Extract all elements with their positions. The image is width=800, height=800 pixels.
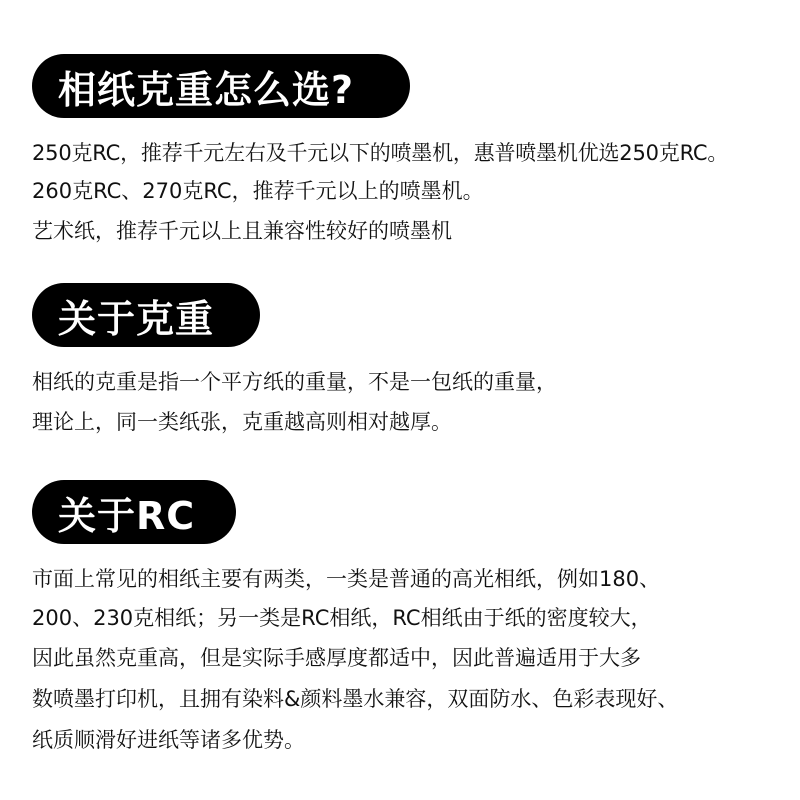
text-line: 纸质顺滑好进纸等诸多优势。 (32, 728, 305, 752)
text-line: 260克RC、270克RC，推荐千元以上的喷墨机。 (32, 179, 484, 203)
heading-text: 关于RC (58, 493, 196, 538)
text-line: 250克RC，推荐千元左右及千元以下的喷墨机，惠普喷墨机优选250克RC。 (32, 141, 729, 165)
text-line: 数喷墨打印机，且拥有染料&颜料墨水兼容，双面防水、色彩表现好、 (32, 687, 679, 711)
text-line: 因此虽然克重高，但是实际手感厚度都适中，因此普遍适用于大多 (32, 646, 641, 670)
text-line: 理论上，同一类纸张，克重越高则相对越厚。 (32, 410, 452, 434)
heading-paper-weight-choice (32, 54, 410, 118)
text-line: 艺术纸，推荐千元以上且兼容性较好的喷墨机 (32, 219, 452, 243)
text-line: 市面上常见的相纸主要有两类，一类是普通的高光相纸，例如180、 (32, 567, 661, 591)
heading-text: 关于克重 (58, 296, 215, 341)
heading-about-rc (32, 480, 236, 544)
heading-about-weight (32, 283, 260, 347)
heading-text: 相纸克重怎么选? (58, 67, 355, 112)
text-line: 200、230克相纸；另一类是RC相纸，RC相纸由于纸的密度较大， (32, 606, 652, 630)
text-line: 相纸的克重是指一个平方纸的重量，不是一包纸的重量， (32, 370, 557, 394)
